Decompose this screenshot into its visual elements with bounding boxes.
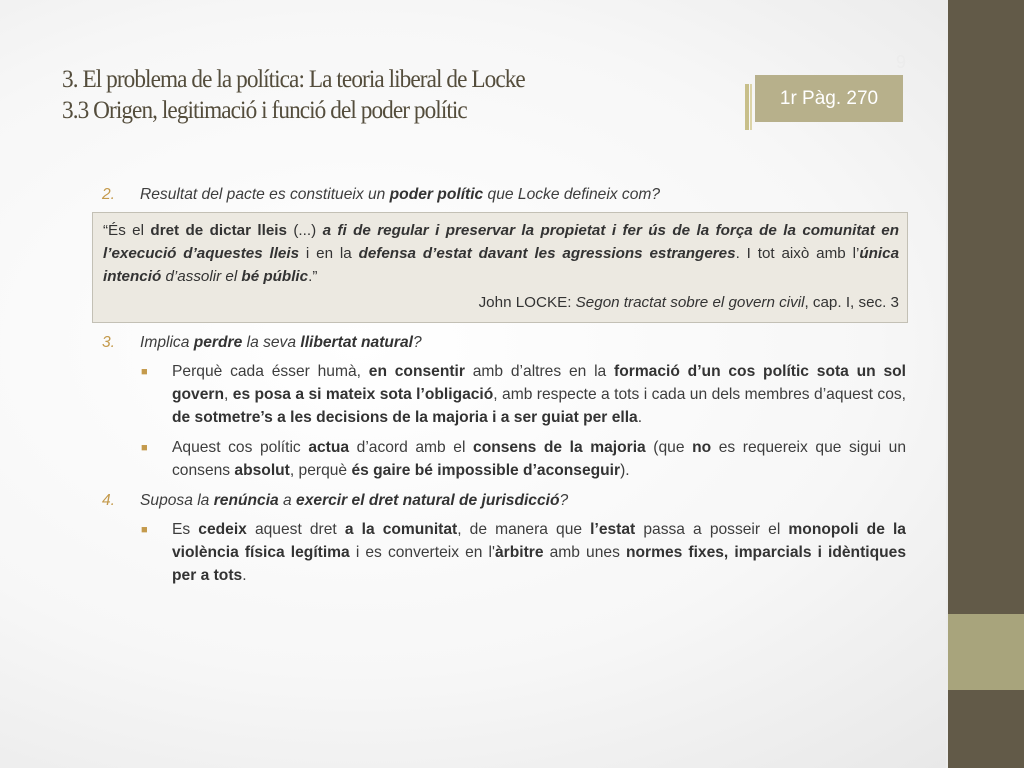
- title-line-2: 3.3 Origen, legitimació i funció del poder polític: [62, 97, 467, 124]
- title-line-1: 3. El problema de la política: La teoria liberal de Locke: [62, 66, 525, 93]
- text: .: [637, 409, 643, 426]
- page-reference-label: 1r Pàg. 270: [779, 87, 879, 109]
- text: “És el: [103, 222, 151, 239]
- list-item-2: [100, 183, 906, 206]
- text: a: [278, 492, 297, 509]
- text: ?: [559, 492, 569, 509]
- sidebar-divider: [946, 0, 948, 768]
- text: , perquè: [289, 462, 352, 479]
- text: que Locke defineix com?: [483, 186, 661, 203]
- emphasis: exercir el dret natural de jurisdicció: [296, 492, 560, 509]
- text: la seva: [242, 334, 301, 351]
- emphasis: llibertat natural: [300, 334, 414, 351]
- text: i es converteix en l': [349, 544, 495, 561]
- text: .”: [308, 268, 318, 285]
- square-bullet-icon: ■: [141, 366, 148, 378]
- emphasis: àrbitre: [494, 544, 544, 561]
- emphasis: l’estat: [590, 521, 636, 538]
- emphasis: monopoli de la violència física legítima: [172, 521, 906, 561]
- slide-content: [100, 183, 906, 594]
- text: (...): [286, 222, 323, 239]
- emphasis: poder polític: [389, 186, 484, 203]
- emphasis: formació d’un cos polític sota un sol govern: [172, 363, 907, 403]
- item-question: [140, 186, 660, 203]
- slide-number: 9: [895, 52, 906, 72]
- emphasis: actua: [308, 439, 350, 456]
- emphasis: única intenció: [103, 245, 900, 285]
- tab-accent-bar-thin: [750, 84, 752, 130]
- emphasis: normes fixes, imparcials i idèntiques per a tots: [172, 544, 906, 584]
- quote-attribution: [103, 291, 899, 314]
- text: ,: [224, 386, 233, 403]
- emphasis: consens de la majoria: [473, 439, 646, 456]
- quote-text: [103, 219, 899, 288]
- emphasis: defensa d’estat davant les agressions estrangeres: [358, 245, 736, 262]
- text: i en la: [299, 245, 359, 262]
- item-number: 3.: [102, 334, 116, 351]
- text: (que: [645, 439, 693, 456]
- text: ).: [620, 462, 630, 479]
- list-item-4: [100, 489, 906, 512]
- sub-bullet: [100, 436, 906, 482]
- text: amb unes: [543, 544, 626, 561]
- text: passa a posseir el: [635, 521, 789, 538]
- emphasis: es posa a si mateix sota l’obligació: [232, 386, 494, 403]
- emphasis: absolut: [234, 462, 290, 479]
- text: , amb respecte a tots i cada un dels membres d’aquest cos,: [493, 386, 906, 403]
- quote-box: [92, 212, 908, 323]
- emphasis: a fi de regular i preservar la propietat i fer ús de la força de la comunitat en l’execució d’aquestes lleis: [103, 222, 900, 262]
- text: amb d’altres en la: [464, 363, 615, 380]
- emphasis: dret de dictar lleis: [150, 222, 287, 239]
- emphasis: perdre: [193, 334, 243, 351]
- emphasis: és gaire bé impossible d’aconseguir: [351, 462, 621, 479]
- emphasis: no: [692, 439, 712, 456]
- author: John LOCKE:: [478, 294, 576, 311]
- text: Es: [172, 521, 199, 538]
- item-number: 4.: [102, 492, 116, 509]
- sub-bullet: [100, 360, 906, 429]
- item-number: 2.: [102, 186, 116, 203]
- square-bullet-icon: ■: [141, 524, 148, 536]
- text: .: [242, 567, 247, 584]
- square-bullet-icon: ■: [141, 442, 148, 454]
- text: . I tot això amb l’: [735, 245, 860, 262]
- sidebar-accent-block: [948, 614, 1024, 690]
- text: Suposa la: [140, 492, 214, 509]
- text: ?: [413, 334, 422, 351]
- tab-accent-bar: [745, 84, 749, 130]
- emphasis: en consentir: [368, 363, 465, 380]
- text: d’acord amb el: [349, 439, 474, 456]
- sub-bullet: [100, 518, 906, 587]
- work-title: Segon tractat sobre el govern civil: [575, 294, 805, 311]
- emphasis: a la comunitat: [344, 521, 458, 538]
- emphasis: de sotmetre’s a les decisions de la majoria i a ser guiat per ella: [172, 409, 638, 426]
- item-question: [140, 492, 568, 509]
- item-question: [140, 334, 422, 351]
- text: Implica: [140, 334, 194, 351]
- page-reference-tab: [755, 75, 903, 122]
- emphasis: renúncia: [213, 492, 279, 509]
- text: d’assolir el: [161, 268, 242, 285]
- emphasis: bé públic: [241, 268, 309, 285]
- text: Resultat del pacte es constitueix un: [140, 186, 390, 203]
- text: aquest dret: [246, 521, 345, 538]
- emphasis: cedeix: [198, 521, 247, 538]
- text: , de manera que: [457, 521, 591, 538]
- text: es requereix que sigui un consens: [172, 439, 907, 479]
- list-item-3: [100, 331, 906, 354]
- text: Aquest cos polític: [172, 439, 309, 456]
- citation: , cap. I, sec. 3: [804, 294, 899, 311]
- slide-title: [62, 64, 676, 126]
- text: Perquè cada ésser humà,: [172, 363, 369, 380]
